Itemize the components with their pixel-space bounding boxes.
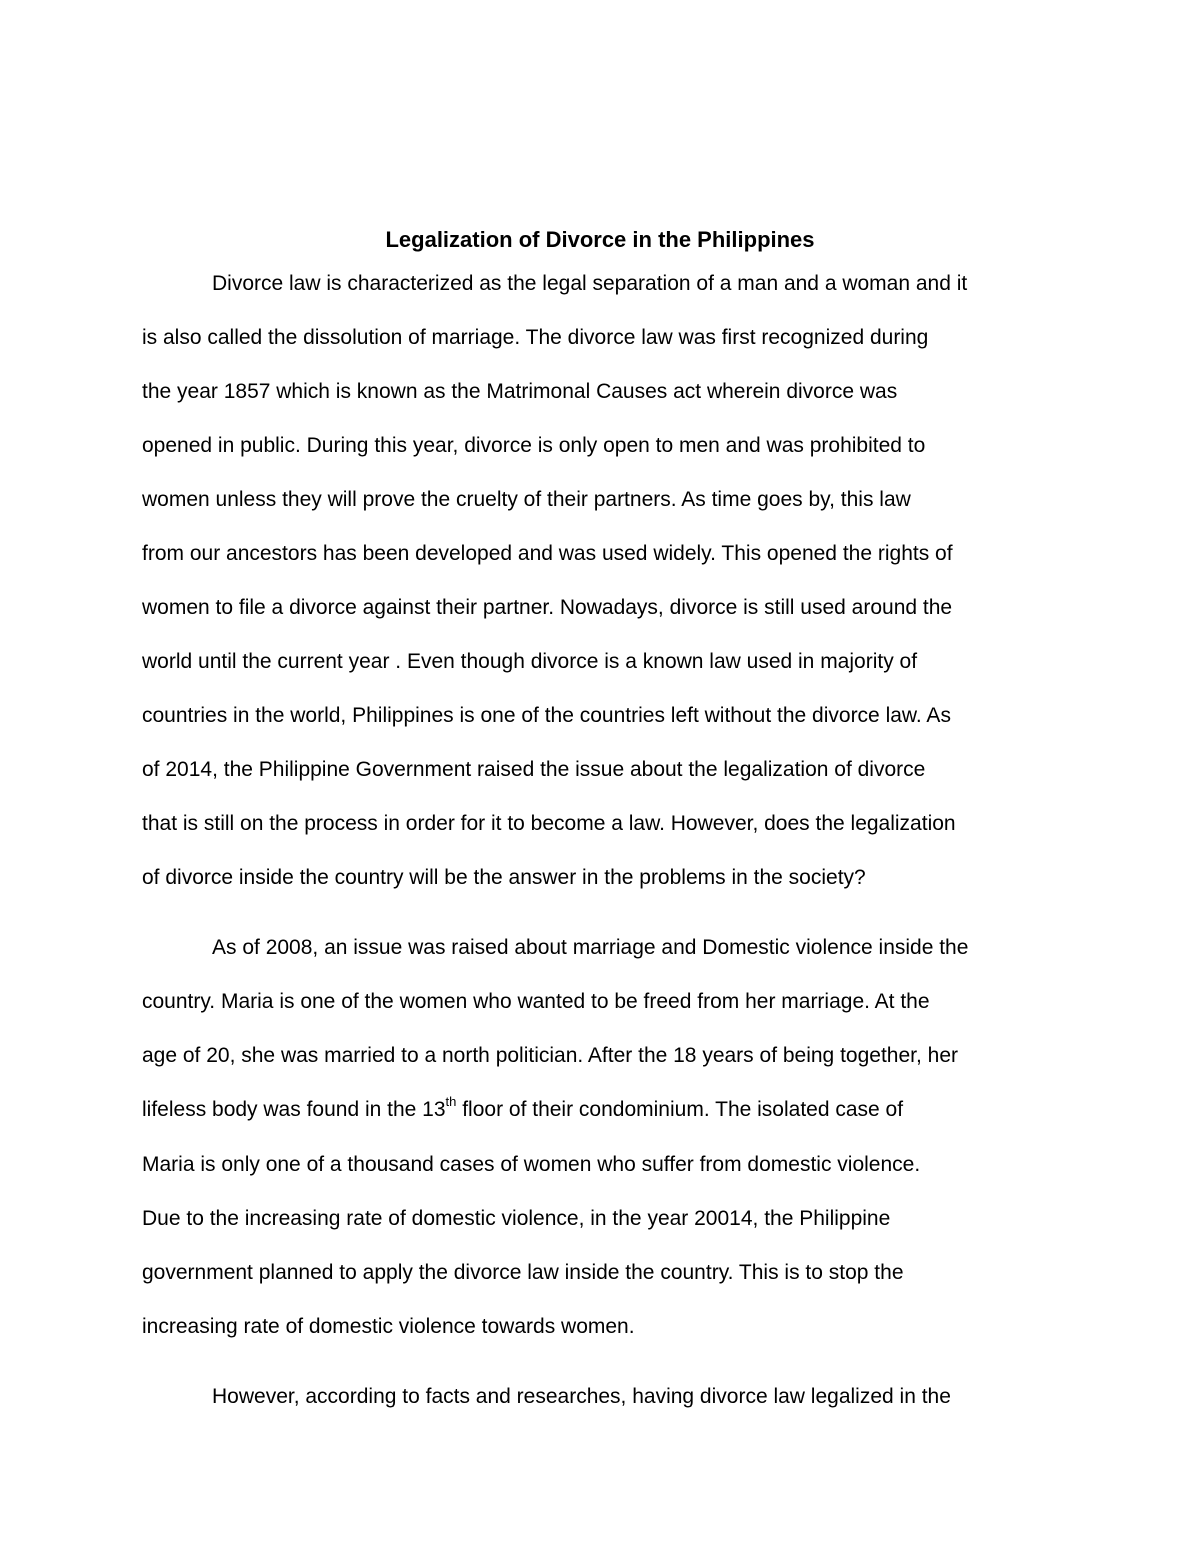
paragraph-1-line-11: that is still on the process in order for it to become a law. However, does the legalization bbox=[142, 812, 956, 835]
paragraph-1-line-5: women unless they will prove the cruelty of their partners. As time goes by, this law bbox=[142, 488, 911, 511]
paragraph-2-line-1: As of 2008, an issue was raised about marriage and Domestic violence inside the bbox=[212, 936, 969, 959]
paragraph-1-line-12: of divorce inside the country will be the answer in the problems in the society? bbox=[142, 866, 866, 889]
paragraph-1-line-6: from our ancestors has been developed and was used widely. This opened the rights of bbox=[142, 542, 953, 565]
paragraph-2-line-3: age of 20, she was married to a north politician. After the 18 years of being together, her bbox=[142, 1044, 958, 1067]
paragraph-1-line-10: of 2014, the Philippine Government raised the issue about the legalization of divorce bbox=[142, 758, 926, 781]
paragraph-3-line-1: However, according to facts and researches, having divorce law legalized in the bbox=[212, 1385, 951, 1408]
paragraph-2-line-7: government planned to apply the divorce law inside the country. This is to stop the bbox=[142, 1261, 904, 1284]
paragraph-2-line-4 bbox=[142, 1096, 903, 1124]
paragraph-1-line-9: countries in the world, Philippines is one of the countries left without the divorce law. As bbox=[142, 704, 951, 727]
paragraph-2-line-4-before: lifeless body was found in the 13 bbox=[142, 1098, 446, 1121]
ordinal-superscript: th bbox=[445, 1094, 457, 1109]
paragraph-1-line-4: opened in public. During this year, divorce is only open to men and was prohibited to bbox=[142, 434, 926, 457]
paragraph-2-line-2: country. Maria is one of the women who wanted to be freed from her marriage. At the bbox=[142, 990, 930, 1013]
document-title: Legalization of Divorce in the Philippines bbox=[385, 227, 815, 252]
paragraph-2-line-4-after: floor of their condominium. The isolated case of bbox=[456, 1098, 904, 1121]
paragraph-2-line-8: increasing rate of domestic violence towards women. bbox=[142, 1315, 635, 1338]
paragraph-1-line-7: women to file a divorce against their partner. Nowadays, divorce is still used around the bbox=[142, 596, 953, 619]
paragraph-1-line-3: the year 1857 which is known as the Matrimonal Causes act wherein divorce was bbox=[142, 380, 898, 403]
paragraph-1-line-2: is also called the dissolution of marriage. The divorce law was first recognized during bbox=[142, 326, 929, 349]
paragraph-2-line-6: Due to the increasing rate of domestic violence, in the year 20014, the Philippine bbox=[142, 1207, 891, 1230]
paragraph-1-line-1: Divorce law is characterized as the legal separation of a man and a woman and it bbox=[212, 272, 968, 295]
paragraph-1-line-8: world until the current year . Even though divorce is a known law used in majority of bbox=[142, 650, 918, 673]
paragraph-2-line-5: Maria is only one of a thousand cases of women who suffer from domestic violence. bbox=[142, 1153, 921, 1176]
